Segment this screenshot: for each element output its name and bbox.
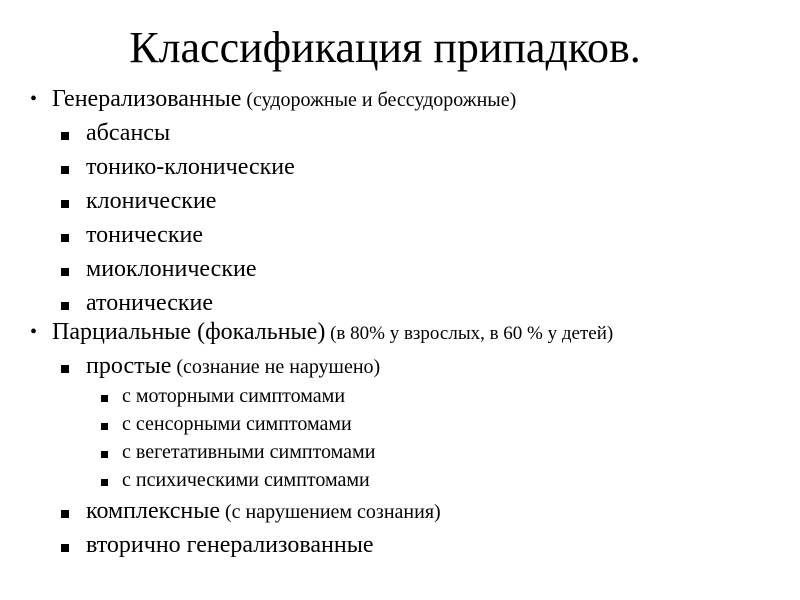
square-bullet-icon	[61, 234, 69, 242]
list-item-label	[86, 498, 441, 525]
square-bullet-icon	[61, 166, 69, 174]
square-bullet-icon	[61, 365, 69, 373]
bullet-dot-icon: •	[30, 88, 38, 110]
square-bullet-icon	[61, 302, 69, 310]
list-item-label: атонические	[86, 290, 214, 316]
list-item-label: с вегетативными симптомами	[122, 441, 376, 463]
square-bullet-icon	[61, 268, 69, 276]
list-item-label	[86, 353, 380, 380]
square-bullet-icon	[101, 451, 108, 458]
slide-title: Классификация припадков.	[129, 23, 641, 72]
list-item-label: с моторными симптомами	[122, 385, 346, 407]
partial-note: (в 80% у взрослых, в 60 % у детей)	[325, 323, 614, 344]
list-item-label: тонико-клонические	[86, 154, 295, 180]
list-item-label: с сенсорными симптомами	[122, 413, 352, 435]
square-bullet-icon	[101, 423, 108, 430]
list-item-label: вторично генерализованные	[86, 532, 374, 558]
list-item-label: клонические	[86, 188, 217, 214]
square-bullet-icon	[101, 479, 108, 486]
partial-heading: Парциальные (фокальные)	[52, 319, 326, 345]
list-item-label: тонические	[86, 222, 203, 248]
generalized-note: (судорожные и бессудорожные)	[241, 89, 517, 111]
square-bullet-icon	[61, 200, 69, 208]
generalized-heading: Генерализованные	[52, 86, 242, 112]
complex-note: (с нарушением сознания)	[219, 501, 441, 523]
simple-label: простые	[86, 353, 172, 379]
simple-note: (сознание не нарушено)	[171, 356, 381, 378]
square-bullet-icon	[61, 544, 69, 552]
list-item-label	[52, 319, 613, 346]
square-bullet-icon	[101, 395, 108, 402]
list-item-label: с психическими симптомами	[122, 469, 370, 491]
list-item-label	[52, 86, 516, 113]
list-item-label: абсансы	[86, 120, 171, 146]
square-bullet-icon	[61, 510, 69, 518]
bullet-dot-icon: •	[30, 321, 38, 343]
complex-label: комплексные	[86, 498, 220, 524]
list-item-label: миоклонические	[86, 256, 257, 282]
square-bullet-icon	[61, 132, 69, 140]
